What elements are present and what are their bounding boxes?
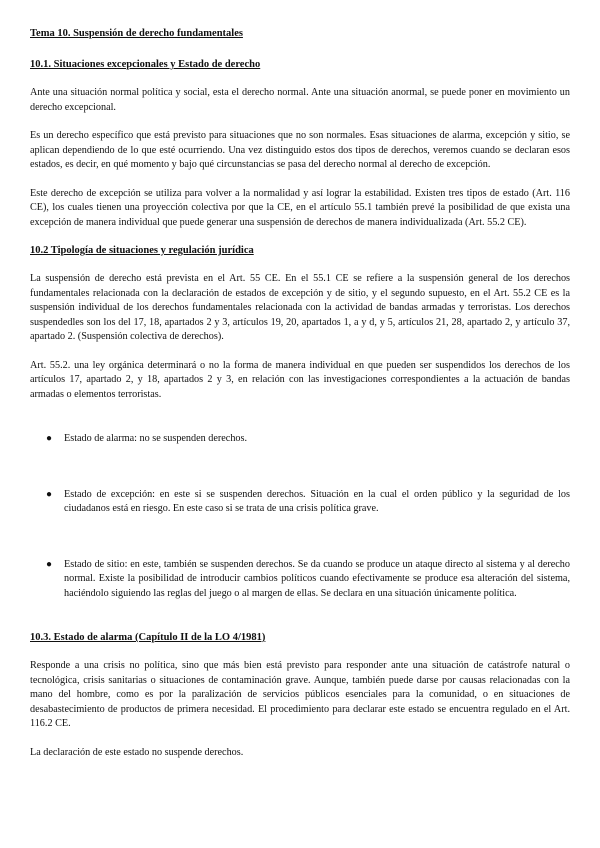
bullet-icon: ● [46, 433, 53, 444]
section-heading-10-1: 10.1. Situaciones excepcionales y Estado de derecho [30, 59, 261, 70]
paragraph: Ante una situación normal política y social, esta el derecho normal. Ante una situación anormal, se puede poner en movimiento un derecho excepcional. [30, 87, 570, 113]
list-item [30, 488, 570, 517]
list-item [30, 432, 570, 447]
list-item-text: Estado de alarma: no se suspenden derechos. [64, 433, 248, 444]
paragraph: Responde a una crisis no política, sino que más bien está previsto para responder ante una situación de catástrofe natural o tecnológica, crisis sanitarias o situaciones de contaminación grave. Aunque, también puede darse por causas relacionadas con la mano del hombre, como es por la paralización de servicios públicos esenciales para la comunidad, o en situaciones de desabastecimiento de productos de primera necesidad. El procedimiento para declarar este estado se encuentra regulado en el Art. 116.2 CE. [30, 660, 570, 729]
list-item-text: Estado de excepción: en este si se suspenden derechos. Situación en la cual el orden público y la seguridad de los ciudadanos está en riesgo. En este caso si se trata de una crisis política grave. [64, 488, 570, 514]
states-list [30, 432, 570, 601]
paragraph: La declaración de este estado no suspende derechos. [30, 746, 244, 758]
paragraph: Es un derecho específico que está previsto para situaciones que no son normales. Esas situaciones de alarma, excepción y sitio, se aplican dependiendo de lo que esté ocurriendo. Una vez distinguido estos dos tipos de derechos, veremos cuando se declaran esos estados, es decir, en qué momento y bajo qué circunstancias se pasa del derecho normal al derecho de excepción. [30, 130, 570, 170]
paragraph: La suspensión de derecho está prevista en el Art. 55 CE. En el 55.1 CE se refiere a la suspensión general de los derechos fundamentales relacionada con la declaración de estados de excepción y de sitio, y el segundo supuesto, en el Art. 55.2 CE es la suspensión individual de los derechos fundamentales relacionada con la actividad de bandas armadas y terroristas. Los derechos suspendedles son los del 17, 18, apartados 2 y 3, artículos 19, 20, apartados 1, a y d, y 5, artículos 21, 28, apartado 2, y artículo 37, apartado 2. (Suspensión colectiva de derechos). [30, 273, 570, 342]
section-heading-10-3: 10.3. Estado de alarma (Capítulo II de la LO 4/1981) [30, 632, 266, 643]
document-title: Tema 10. Suspensión de derecho fundamentales [30, 28, 243, 39]
paragraph: Este derecho de excepción se utiliza para volver a la normalidad y así lograr la estabilidad. Existen tres tipos de estado (Art. 116 CE), los cuales tienen una proyección colectiva por que la CE, en el artículo 55.1 también prevé la posibilidad de que exista una excepción de manera individual que puede generar una suspensión de derechos de manera individualizada (Art. 55.2 CE). [30, 187, 570, 228]
bullet-icon: ● [46, 488, 53, 500]
list-item-text: Estado de sitio: en este, también se suspenden derechos. Se da cuando se produce un ataque directo al sistema y al derecho normal. Existe la posibilidad de introducir cambios políticos cuando efectivamente se produce esa alteración del sistema, haciéndolo siguiendo las reglas del juego o al margen de ellas. Se declara en una situación únicamente política. [64, 558, 570, 599]
section-heading-10-2: 10.2 Tipología de situaciones y regulación jurídica [30, 245, 254, 256]
paragraph: Art. 55.2. una ley orgánica determinará o no la forma de manera individual en que pueden ser suspendidos los derechos de los artículos 17, apartado 2, y 18, apartados 2 y 3, en relación con las investigaciones correspondientes a la actuación de bandas armadas o elementos terroristas. [30, 359, 570, 400]
list-item [30, 558, 570, 602]
bullet-icon: ● [46, 558, 53, 570]
